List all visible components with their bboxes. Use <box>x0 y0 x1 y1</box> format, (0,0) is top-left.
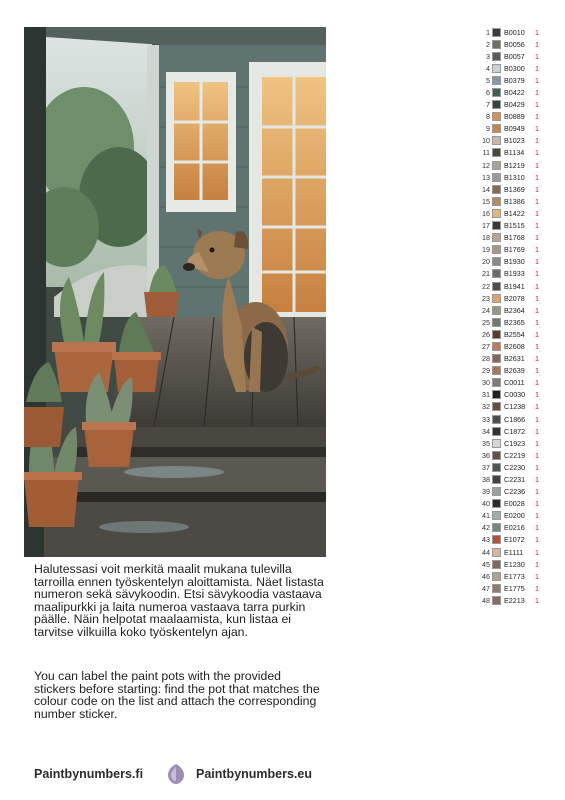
color-quantity: 1 <box>535 426 539 436</box>
color-quantity: 1 <box>535 172 539 182</box>
color-number: 20 <box>482 257 490 267</box>
color-code: C2230 <box>504 462 526 472</box>
color-number: 18 <box>482 233 490 243</box>
color-code: C1866 <box>504 414 526 424</box>
paint-drop-icon <box>168 764 184 784</box>
color-number: 41 <box>482 511 490 521</box>
palette-row <box>478 413 558 425</box>
palette-row <box>478 328 558 340</box>
color-code: C2231 <box>504 475 526 485</box>
painting-illustration <box>24 27 326 557</box>
color-number: 11 <box>482 148 490 158</box>
color-number: 10 <box>482 136 490 146</box>
palette-row <box>478 292 558 304</box>
color-code: C0030 <box>504 390 526 400</box>
color-code: E1072 <box>504 535 525 545</box>
color-code: B0300 <box>504 63 525 73</box>
color-quantity: 1 <box>535 329 539 339</box>
color-number: 32 <box>482 402 490 412</box>
color-number: 5 <box>486 75 490 85</box>
color-code: B2639 <box>504 366 525 376</box>
palette-row <box>478 340 558 352</box>
palette-row <box>478 594 558 606</box>
color-quantity: 1 <box>535 39 539 49</box>
color-swatch <box>492 475 501 484</box>
color-quantity: 1 <box>535 450 539 460</box>
color-number: 24 <box>482 305 490 315</box>
color-code: C2219 <box>504 450 526 460</box>
preview-painting <box>24 27 326 557</box>
color-code: B2631 <box>504 354 525 364</box>
color-swatch <box>492 76 501 85</box>
color-quantity: 1 <box>535 595 539 605</box>
palette-row <box>478 232 558 244</box>
color-quantity: 1 <box>535 390 539 400</box>
color-quantity: 1 <box>535 583 539 593</box>
color-quantity: 1 <box>535 245 539 255</box>
color-number: 15 <box>482 196 490 206</box>
color-code: E1111 <box>504 547 524 557</box>
color-number: 40 <box>482 499 490 509</box>
color-quantity: 1 <box>535 27 539 37</box>
color-code: B0057 <box>504 51 525 61</box>
color-code: C0011 <box>504 378 525 388</box>
color-number: 38 <box>482 475 490 485</box>
color-swatch <box>492 378 501 387</box>
color-swatch <box>492 463 501 472</box>
color-number: 31 <box>482 390 490 400</box>
color-swatch <box>492 318 501 327</box>
color-swatch <box>492 40 501 49</box>
color-number: 26 <box>482 329 490 339</box>
color-quantity: 1 <box>535 160 539 170</box>
color-swatch <box>492 52 501 61</box>
color-swatch <box>492 511 501 520</box>
palette-row <box>478 570 558 582</box>
color-code: B1515 <box>504 221 525 231</box>
palette-row <box>478 74 558 86</box>
color-number: 47 <box>482 583 490 593</box>
palette-row <box>478 534 558 546</box>
color-quantity: 1 <box>535 269 539 279</box>
color-code: B2554 <box>504 329 525 339</box>
color-quantity: 1 <box>535 341 539 351</box>
color-quantity: 1 <box>535 75 539 85</box>
color-quantity: 1 <box>535 257 539 267</box>
color-quantity: 1 <box>535 462 539 472</box>
palette-row <box>478 304 558 316</box>
color-number: 43 <box>482 535 490 545</box>
color-quantity: 1 <box>535 547 539 557</box>
color-code: B1769 <box>504 245 525 255</box>
color-number: 8 <box>486 112 490 122</box>
color-number: 4 <box>486 63 490 73</box>
color-number: 17 <box>482 221 490 231</box>
color-swatch <box>492 366 501 375</box>
color-quantity: 1 <box>535 148 539 158</box>
palette-row <box>478 207 558 219</box>
color-quantity: 1 <box>535 475 539 485</box>
color-code: C2236 <box>504 487 526 497</box>
color-code: B1933 <box>504 269 525 279</box>
color-number: 30 <box>482 378 490 388</box>
palette-row <box>478 256 558 268</box>
color-swatch <box>492 257 501 266</box>
color-code: E1230 <box>504 559 525 569</box>
color-number: 14 <box>482 184 490 194</box>
color-swatch <box>492 415 501 424</box>
color-code: B0429 <box>504 100 525 110</box>
color-quantity: 1 <box>535 208 539 218</box>
palette-row <box>478 546 558 558</box>
color-swatch <box>492 173 501 182</box>
color-code: B0949 <box>504 124 525 134</box>
color-quantity: 1 <box>535 414 539 424</box>
color-code: B2364 <box>504 305 525 315</box>
palette-row <box>478 365 558 377</box>
color-code: B0379 <box>504 75 525 85</box>
color-number: 27 <box>482 341 490 351</box>
color-swatch <box>492 28 501 37</box>
color-quantity: 1 <box>535 487 539 497</box>
color-swatch <box>492 197 501 206</box>
color-code: E0200 <box>504 511 525 521</box>
color-swatch <box>492 294 501 303</box>
palette-row <box>478 183 558 195</box>
color-swatch <box>492 451 501 460</box>
color-quantity: 1 <box>535 51 539 61</box>
color-code: B1386 <box>504 196 525 206</box>
color-quantity: 1 <box>535 499 539 509</box>
palette-row <box>478 86 558 98</box>
color-quantity: 1 <box>535 281 539 291</box>
color-swatch <box>492 535 501 544</box>
color-number: 33 <box>482 414 490 424</box>
color-code: B0056 <box>504 39 525 49</box>
color-quantity: 1 <box>535 88 539 98</box>
color-swatch <box>492 390 501 399</box>
color-code: B1930 <box>504 257 525 267</box>
color-swatch <box>492 427 501 436</box>
color-swatch <box>492 148 501 157</box>
color-swatch <box>492 584 501 593</box>
color-quantity: 1 <box>535 402 539 412</box>
color-number: 9 <box>486 124 490 134</box>
color-swatch <box>492 330 501 339</box>
color-swatch <box>492 306 501 315</box>
palette-row <box>478 123 558 135</box>
palette-row <box>478 244 558 256</box>
color-swatch <box>492 523 501 532</box>
color-quantity: 1 <box>535 196 539 206</box>
color-quantity: 1 <box>535 63 539 73</box>
color-code: B1134 <box>504 148 525 158</box>
color-quantity: 1 <box>535 136 539 146</box>
palette-row <box>478 147 558 159</box>
color-swatch <box>492 124 501 133</box>
color-quantity: 1 <box>535 124 539 134</box>
color-swatch <box>492 136 501 145</box>
color-quantity: 1 <box>535 354 539 364</box>
color-swatch <box>492 282 501 291</box>
color-swatch <box>492 439 501 448</box>
color-number: 45 <box>482 559 490 569</box>
color-swatch <box>492 560 501 569</box>
color-number: 36 <box>482 450 490 460</box>
color-code: B0010 <box>504 27 525 37</box>
color-swatch <box>492 161 501 170</box>
color-code: E0028 <box>504 499 525 509</box>
color-code: B1941 <box>504 281 525 291</box>
palette-row <box>478 461 558 473</box>
palette-row <box>478 425 558 437</box>
palette-row <box>478 582 558 594</box>
color-number: 34 <box>482 426 490 436</box>
palette-row <box>478 135 558 147</box>
palette-row <box>478 498 558 510</box>
color-number: 37 <box>482 462 490 472</box>
color-code: B2078 <box>504 293 525 303</box>
color-quantity: 1 <box>535 112 539 122</box>
color-number: 44 <box>482 547 490 557</box>
color-swatch <box>492 342 501 351</box>
palette-row <box>478 99 558 111</box>
palette-row <box>478 353 558 365</box>
palette-row <box>478 38 558 50</box>
palette-row <box>478 111 558 123</box>
color-code: B1422 <box>504 208 525 218</box>
color-number: 39 <box>482 487 490 497</box>
instructions-finnish: Halutessasi voit merkitä maalit mukana tulevilla tarroilla ennen työskentelyn aloittamista. Näet listasta numeron sekä sävykoodin. Etsi sävykoodia vastaava maalipurkki ja laita numeroa vastaava tarra purkin päälle. Näin helpotat maalaamista, kun listaa ei tarvitse vilkuilla koko työskentelyn ajan. <box>34 562 324 639</box>
palette-row <box>478 171 558 183</box>
color-swatch <box>492 221 501 230</box>
color-quantity: 1 <box>535 535 539 545</box>
palette-row <box>478 377 558 389</box>
color-quantity: 1 <box>535 366 539 376</box>
palette-row <box>478 510 558 522</box>
color-quantity: 1 <box>535 571 539 581</box>
color-code: B1219 <box>504 160 525 170</box>
color-number: 48 <box>482 595 490 605</box>
color-number: 23 <box>482 293 490 303</box>
color-code: B0889 <box>504 112 525 122</box>
instructions-english: You can label the paint pots with the provided stickers before starting: find the pot that matches the colour code on the list and attach the corresponding number sticker. <box>34 669 320 721</box>
color-swatch <box>492 402 501 411</box>
palette-row <box>478 26 558 38</box>
color-number: 35 <box>482 438 490 448</box>
color-code: E1775 <box>504 583 525 593</box>
color-quantity: 1 <box>535 184 539 194</box>
color-quantity: 1 <box>535 378 539 388</box>
color-number: 2 <box>486 39 490 49</box>
color-code: E0216 <box>504 523 525 533</box>
color-code: C1872 <box>504 426 526 436</box>
color-number: 12 <box>482 160 490 170</box>
color-quantity: 1 <box>535 523 539 533</box>
color-swatch <box>492 112 501 121</box>
footer <box>34 764 334 784</box>
color-swatch <box>492 185 501 194</box>
color-swatch <box>492 88 501 97</box>
color-quantity: 1 <box>535 559 539 569</box>
brand-eu-link[interactable]: Paintbynumbers.eu <box>196 767 312 781</box>
color-swatch <box>492 487 501 496</box>
palette-row <box>478 401 558 413</box>
color-number: 42 <box>482 523 490 533</box>
color-quantity: 1 <box>535 293 539 303</box>
color-swatch <box>492 354 501 363</box>
palette-row <box>478 558 558 570</box>
color-number: 1 <box>486 27 490 37</box>
color-code: E1773 <box>504 571 525 581</box>
palette-row <box>478 280 558 292</box>
palette-row <box>478 486 558 498</box>
color-code: B2608 <box>504 341 525 351</box>
palette-row <box>478 522 558 534</box>
palette-row <box>478 316 558 328</box>
color-number: 3 <box>486 51 490 61</box>
palette-row <box>478 220 558 232</box>
palette-row <box>478 195 558 207</box>
color-quantity: 1 <box>535 317 539 327</box>
palette-row <box>478 50 558 62</box>
color-code: B1768 <box>504 233 525 243</box>
palette-row <box>478 159 558 171</box>
color-number: 28 <box>482 354 490 364</box>
color-swatch <box>492 548 501 557</box>
color-code: C1238 <box>504 402 526 412</box>
palette-row <box>478 62 558 74</box>
palette-row <box>478 437 558 449</box>
color-swatch <box>492 100 501 109</box>
color-number: 46 <box>482 571 490 581</box>
color-swatch <box>492 572 501 581</box>
color-number: 25 <box>482 317 490 327</box>
color-quantity: 1 <box>535 438 539 448</box>
brand-fi-link[interactable]: Paintbynumbers.fi <box>34 767 144 781</box>
color-quantity: 1 <box>535 305 539 315</box>
color-number: 6 <box>486 88 490 98</box>
color-swatch <box>492 596 501 605</box>
color-swatch <box>492 499 501 508</box>
color-code: B1023 <box>504 136 525 146</box>
color-number: 13 <box>482 172 490 182</box>
color-number: 16 <box>482 208 490 218</box>
color-code: B1310 <box>504 172 525 182</box>
palette-row <box>478 268 558 280</box>
color-number: 22 <box>482 281 490 291</box>
color-swatch <box>492 209 501 218</box>
color-code: B0422 <box>504 88 525 98</box>
color-palette-list <box>478 26 558 607</box>
color-quantity: 1 <box>535 511 539 521</box>
color-number: 19 <box>482 245 490 255</box>
color-number: 7 <box>486 100 490 110</box>
palette-row <box>478 473 558 485</box>
color-code: E2213 <box>504 595 525 605</box>
palette-row <box>478 449 558 461</box>
color-swatch <box>492 64 501 73</box>
color-quantity: 1 <box>535 100 539 110</box>
color-quantity: 1 <box>535 221 539 231</box>
palette-row <box>478 389 558 401</box>
color-code: C1923 <box>504 438 526 448</box>
color-code: B2365 <box>504 317 525 327</box>
color-number: 29 <box>482 366 490 376</box>
color-swatch <box>492 245 501 254</box>
color-code: B1369 <box>504 184 525 194</box>
color-swatch <box>492 269 501 278</box>
color-swatch <box>492 233 501 242</box>
color-quantity: 1 <box>535 233 539 243</box>
color-number: 21 <box>482 269 490 279</box>
